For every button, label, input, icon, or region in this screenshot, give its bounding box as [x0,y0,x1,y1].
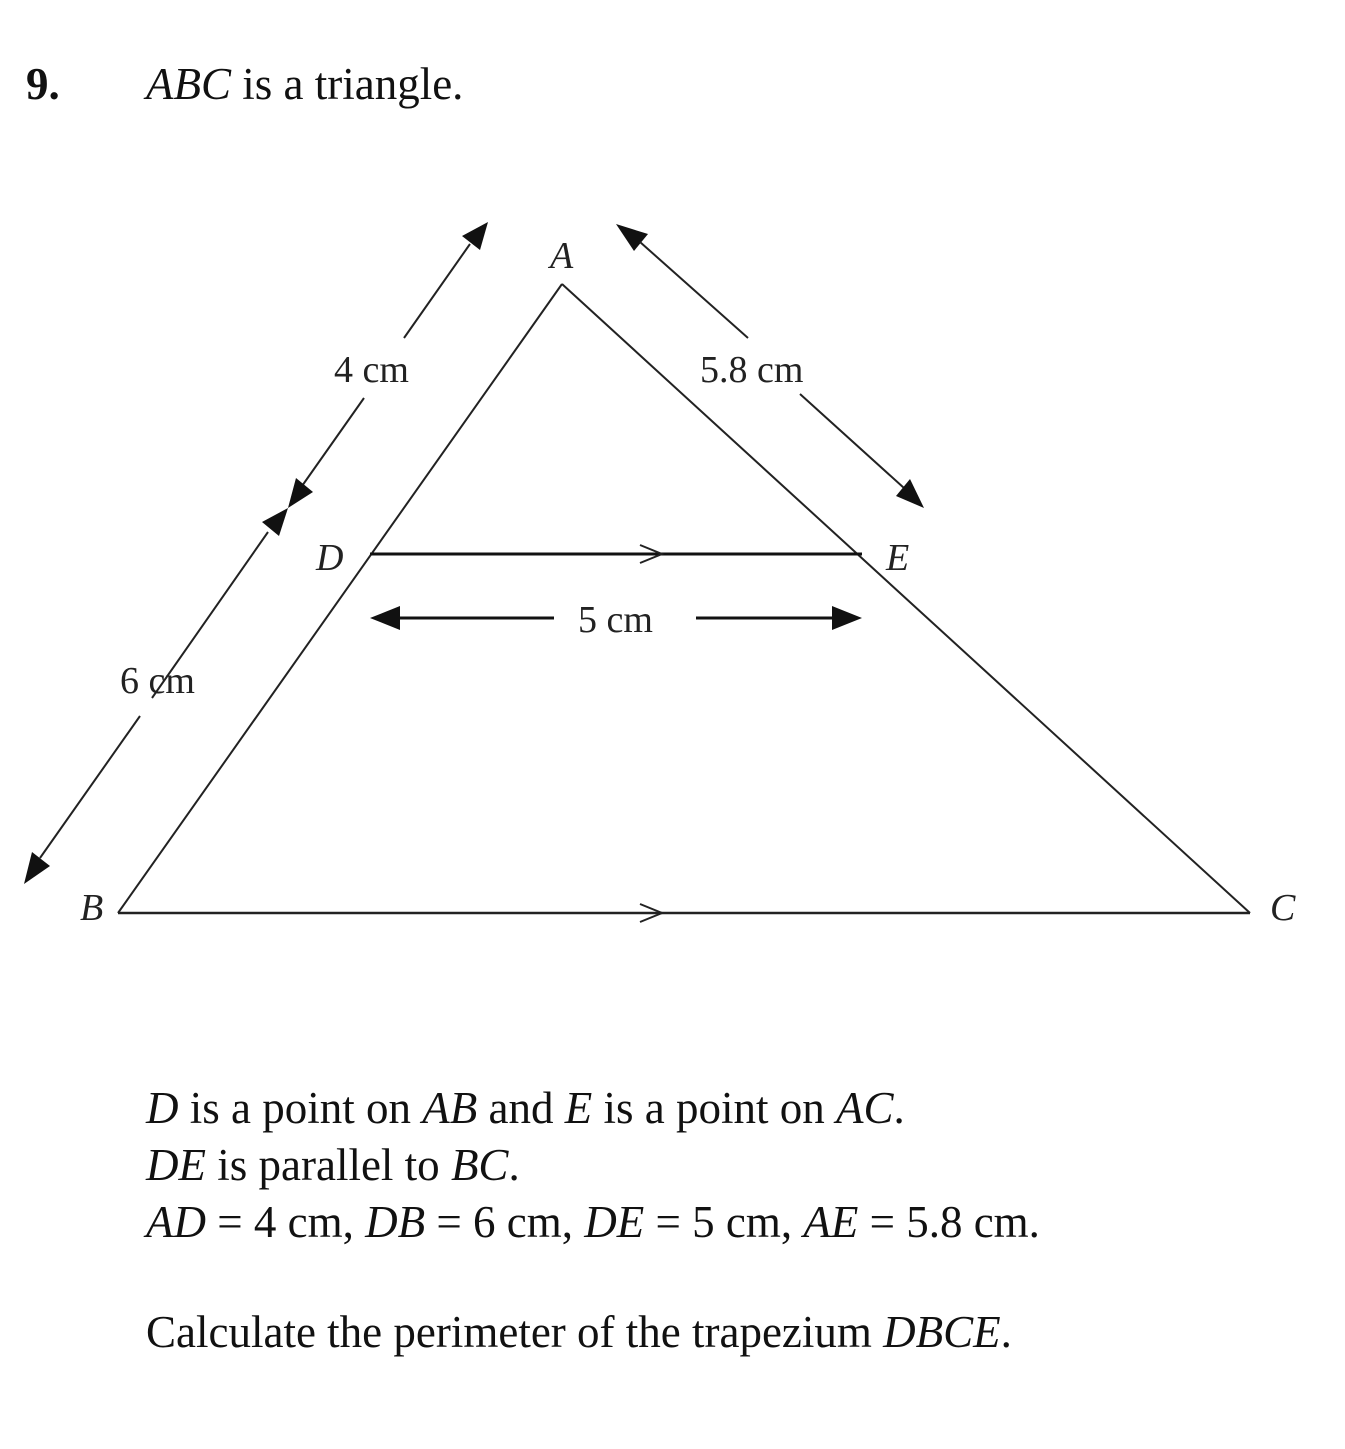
stmt3-text-1: = 4 cm, [206,1197,366,1247]
stmt3-text-4: = 5.8 cm. [858,1197,1040,1247]
stmt3-var-db: DB [365,1197,426,1247]
side-ac [562,284,1250,913]
task-var-dbce: DBCE [883,1307,1001,1357]
stmt1-text-1: is a point on [178,1083,423,1133]
measure-label-ae: 5.8 cm [700,349,804,391]
stmt1-text-2: and [477,1083,565,1133]
stmt2-text-1: is parallel to [206,1140,451,1190]
statement-line-2 [146,1137,1040,1194]
statement-line-1 [146,1080,1040,1137]
given-statements [146,1080,1040,1251]
stmt3-text-2: = 6 cm, [425,1197,585,1247]
arrowhead-ad-bottom [288,478,313,508]
arrowhead-db-bottom [24,852,50,884]
dimension-line-db-lower [40,716,140,858]
vertex-label-a: A [550,235,574,277]
measure-label-de: 5 cm [578,599,653,641]
dimension-line-ad-upper [404,244,470,338]
stmt1-var-ac: AC [835,1083,894,1133]
arrowhead-db-top [262,508,288,536]
stmt1-text-4: . [893,1083,905,1133]
stmt1-text-3: is a point on [592,1083,836,1133]
task-end: . [1000,1307,1012,1357]
measure-label-db: 6 cm [120,660,195,702]
stmt3-var-ad: AD [146,1197,206,1247]
arrowhead-ae-top [616,224,648,251]
stmt3-var-de: DE [584,1197,645,1247]
dimension-line-ad-lower [302,398,364,486]
stmt1-var-ab: AB [422,1083,478,1133]
stmt3-text-3: = 5 cm, [644,1197,804,1247]
vertex-label-c: C [1270,887,1296,929]
title-triangle-name: ABC [146,59,231,109]
vertex-label-b: B [80,887,104,929]
statement-line-3 [146,1194,1040,1251]
measure-label-ad: 4 cm [334,349,409,391]
stmt2-text-2: . [508,1140,520,1190]
dimension-line-ae-upper [640,242,748,338]
stmt2-var-bc: BC [450,1140,509,1190]
question-number: 9. [26,59,60,109]
stmt2-var-de: DE [146,1140,206,1190]
vertex-label-e: E [886,537,910,579]
vertex-label-d: D [316,537,344,579]
stmt1-var-e: E [564,1083,593,1133]
arrowhead-ad-top [462,222,488,250]
stmt1-var-d: D [146,1083,179,1133]
title-text: is a triangle. [231,59,464,109]
task-prompt [146,1307,1012,1357]
task-text: Calculate the perimeter of the trapezium [146,1307,884,1357]
stmt3-var-ae: AE [803,1197,859,1247]
dimension-line-ae-lower [800,394,904,488]
arrowhead-de-right [832,606,862,630]
arrowhead-de-left [370,606,400,630]
